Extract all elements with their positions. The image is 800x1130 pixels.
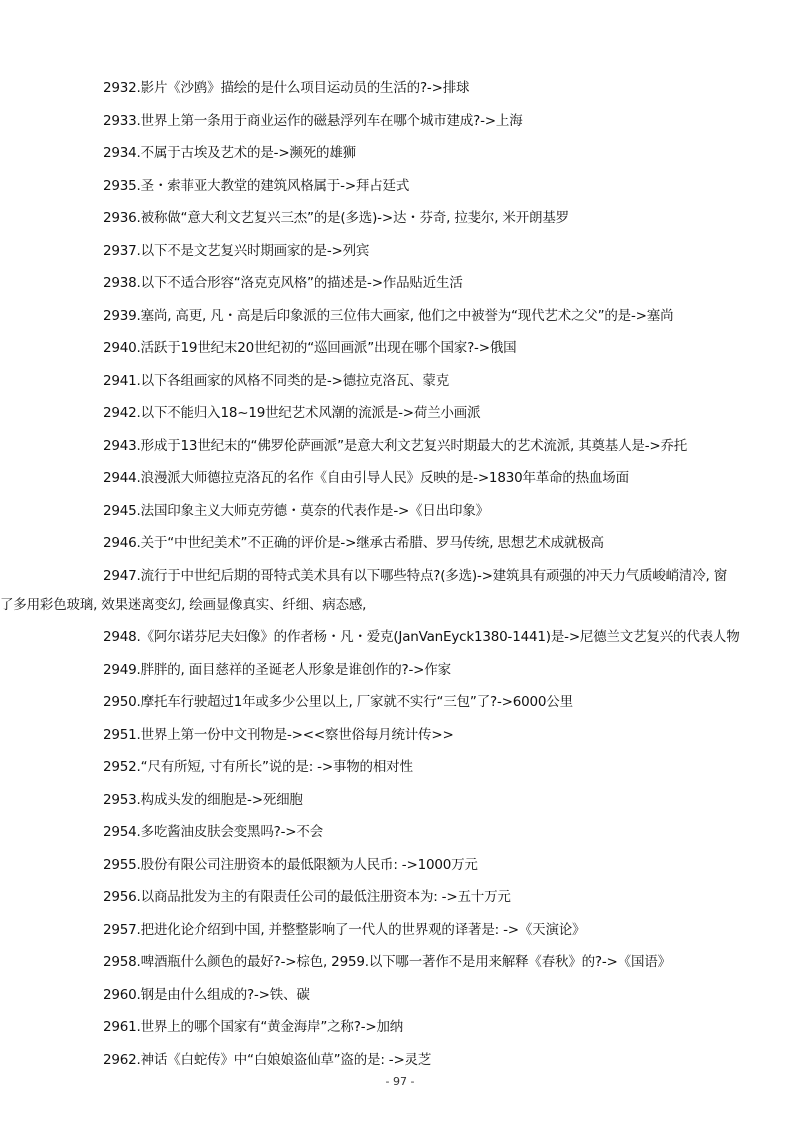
- question-line: 2935.圣・索菲亚大教堂的建筑风格属于->拜占廷式: [103, 177, 410, 194]
- question-line: 2945.法国印象主义大师克劳德・莫奈的代表作是->《日出印象》: [103, 502, 489, 519]
- question-line-continuation: 了多用彩色玻璃, 效果迷离变幻, 绘画显像真实、纤细、病态感,: [0, 596, 367, 613]
- question-line: 2932.影片《沙鸥》描绘的是什么项目运动员的生活的?->排球: [103, 80, 470, 96]
- question-line: 2939.塞尚, 高更, 凡・高是后印象派的三位伟大画家, 他们之中被誉为“现代艺术之父”的是->塞尚: [103, 307, 674, 324]
- question-line: 2934.不属于古埃及艺术的是->濒死的雄狮: [103, 145, 356, 161]
- question-line: 2961.世界上的哪个国家有“黄金海岸”之称?->加纳: [103, 1019, 404, 1035]
- question-line: 2954.多吃酱油皮肤会变黑吗?->不会: [103, 824, 323, 840]
- question-line: 2942.以下不能归入18~19世纪艺术风潮的流派是->荷兰小画派: [103, 405, 481, 421]
- question-line: 2944.浪漫派大师德拉克洛瓦的名作《自由引导人民》反映的是->1830年革命的热血场面: [103, 470, 629, 486]
- question-line: 2933.世界上第一条用于商业运作的磁悬浮列车在哪个城市建成?->上海: [103, 112, 523, 129]
- question-line: 2952.“尺有所短, 寸有所长”说的是: ->事物的相对性: [103, 759, 413, 775]
- question-line: 2953.构成头发的细胞是->死细胞: [103, 791, 303, 808]
- question-line: 2956.以商品批发为主的有限责任公司的最低注册资本为: ->五十万元: [103, 889, 511, 905]
- question-line: 2948.《阿尔诺芬尼夫妇像》的作者杨・凡・爱克(JanVanEyck1380-1441)是->尼德兰文艺复兴的代表人物: [103, 629, 740, 645]
- question-line: 2936.被称做“意大利文艺复兴三杰”的是(多选)->达・芬奇, 拉斐尔, 米开朗基罗: [103, 210, 569, 226]
- question-line: 2949.胖胖的, 面目慈祥的圣诞老人形象是谁创作的?->作家: [103, 661, 451, 678]
- question-line: 2957.把进化论介绍到中国, 并整整影响了一代人的世界观的译著是: ->《天演论》: [103, 921, 586, 938]
- question-line: 2955.股份有限公司注册资本的最低限额为人民币: ->1000万元: [103, 856, 478, 873]
- question-line: 2958.啤酒瓶什么颜色的最好?->棕色, 2959.以下哪一著作不是用来解释《春秋》的?->《国语》: [103, 954, 671, 970]
- question-line-start: 2947.流行于中世纪后期的哥特式美术具有以下哪些特点?(多选)->建筑具有顽强的冲天力气质峻峭清冷, 窗: [103, 567, 728, 584]
- question-line: 2940.活跃于19世纪末20世纪初的“巡回画派”出现在哪个国家?->俄国: [103, 340, 517, 356]
- question-line: 2943.形成于13世纪末的“佛罗伦萨画派”是意大利文艺复兴时期最大的艺术流派, 其奠基人是->乔托: [103, 437, 688, 454]
- page-number: - 97 -: [385, 1075, 415, 1088]
- question-line-wrapped: [0, 568, 800, 613]
- question-line: 2960.钢是由什么组成的?->铁、碳: [103, 986, 310, 1003]
- question-line: 2962.神话《白蛇传》中“白娘娘盗仙草”盗的是: ->灵芝: [103, 1051, 432, 1068]
- question-line: 2937.以下不是文艺复兴时期画家的是->列宾: [103, 242, 370, 259]
- question-line: 2950.摩托车行驶超过1年或多少公里以上, 厂家就不实行“三包”了?->6000公里: [103, 694, 573, 710]
- question-line: 2946.关于“中世纪美术”不正确的评价是->继承古希腊、罗马传统, 思想艺术成就极高: [103, 535, 604, 551]
- question-line: 2941.以下各组画家的风格不同类的是->德拉克洛瓦、蒙克: [103, 372, 450, 389]
- question-line: 2938.以下不适合形容“洛克克风格”的描述是->作品贴近生活: [103, 275, 463, 291]
- question-line: 2951.世界上第一份中文刊物是-><<察世俗每月统计传>>: [103, 726, 454, 743]
- question-list: [0, 80, 800, 1084]
